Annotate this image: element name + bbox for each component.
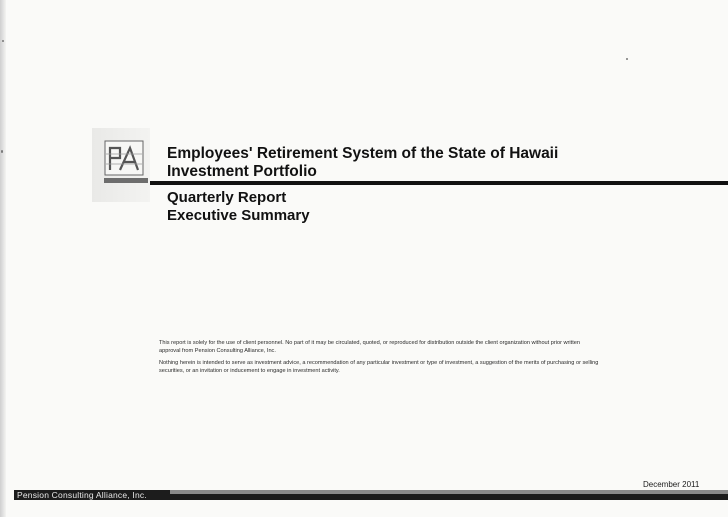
- company-name: Pension Consulting Alliance, Inc.: [17, 490, 147, 500]
- report-type: Quarterly Report: [167, 189, 287, 206]
- portfolio-title: Investment Portfolio: [167, 163, 317, 180]
- disclaimer-paragraph: This report is solely for the use of client personnel. No part of it may be circulated, quoted, or reproduced for distribution outside the client organization without prior written approval from Pension Consulting Alliance, Inc.: [159, 340, 580, 354]
- report-date: December 2011: [643, 480, 700, 489]
- report-title: Employees' Retirement System of the State of Hawaii: [167, 145, 559, 162]
- title-divider: [150, 181, 728, 185]
- disclaimer: [159, 340, 599, 380]
- logo-underline: [104, 178, 148, 183]
- disclaimer-paragraph: Nothing herein is intended to serve as investment advice, a recommendation of any particular investment or type of investment, a suggestion of the merits of purchasing or selling securities, or an invitation or inducement to engage in investment activity.: [159, 360, 599, 374]
- footer-highlight: [170, 490, 728, 494]
- scan-speck: [1, 150, 3, 153]
- scan-edge: [0, 0, 6, 517]
- scan-speck: [626, 58, 628, 60]
- pca-logo-icon: [104, 140, 144, 176]
- scan-speck: [2, 40, 4, 42]
- report-section: Executive Summary: [167, 207, 310, 224]
